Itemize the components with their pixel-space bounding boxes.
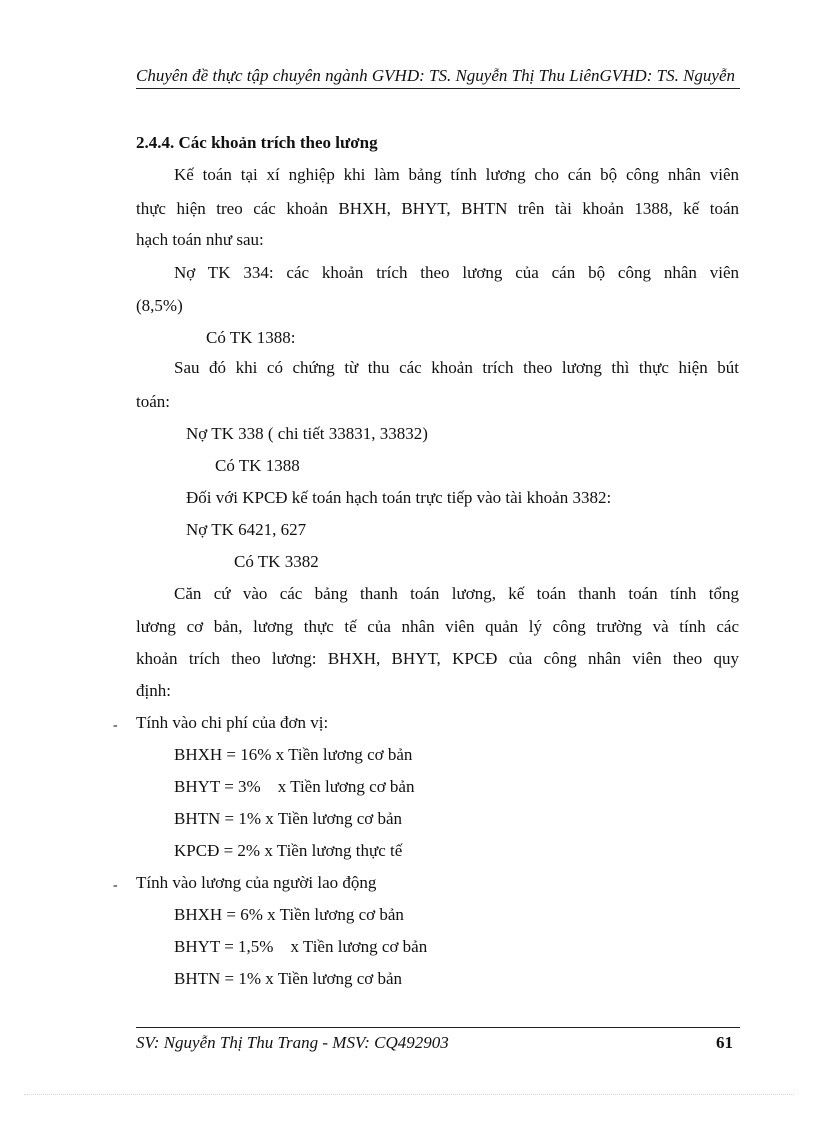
bullet-dash-1: - — [113, 718, 118, 733]
paragraph-1-line-2: thực hiện treo các khoản BHXH, BHYT, BHTN trên tài khoản 1388, kế toán — [136, 199, 739, 218]
paragraph-6: Có TK 1388 — [215, 456, 300, 475]
bullet-2-item-1: BHXH = 6% x Tiền lương cơ bản — [174, 905, 404, 924]
paragraph-10-line-4: định: — [136, 681, 171, 700]
bullet-1-item-2: BHYT = 3% x Tiền lương cơ bản — [174, 777, 415, 796]
paragraph-4-line-1: Sau đó khi có chứng từ thu các khoản trích theo lương thì thực hiện bút — [174, 358, 739, 377]
bullet-2-title: Tính vào lương của người lao động — [136, 873, 377, 892]
bullet-2-item-2: BHYT = 1,5% x Tiền lương cơ bản — [174, 937, 428, 956]
paragraph-2-line-1: Nợ TK 334: các khoản trích theo lương của cán bộ công nhân viên — [174, 263, 739, 282]
paragraph-1-line-3: hạch toán như sau: — [136, 230, 264, 249]
paragraph-1-line-1: Kế toán tại xí nghiệp khi làm bảng tính lương cho cán bộ công nhân viên — [174, 165, 739, 184]
footer-student-info: SV: Nguyễn Thị Thu Trang - MSV: CQ492903 — [136, 1033, 449, 1052]
page-bottom-divider — [24, 1094, 794, 1095]
paragraph-2-line-2: (8,5%) — [136, 296, 183, 315]
paragraph-8: Nợ TK 6421, 627 — [186, 520, 307, 539]
paragraph-10-line-2: lương cơ bản, lương thực tế của nhân viên quản lý công trường và tính các — [136, 617, 739, 636]
bullet-2-item-3: BHTN = 1% x Tiền lương cơ bản — [174, 969, 403, 988]
bullet-1-item-4: KPCĐ = 2% x Tiền lương thực tế — [174, 841, 403, 860]
paragraph-4-line-2: toán: — [136, 392, 170, 411]
paragraph-7: Đối với KPCĐ kế toán hạch toán trực tiếp vào tài khoản 3382: — [186, 488, 612, 507]
page-number: 61 — [716, 1033, 733, 1052]
section-title: 2.4.4. Các khoản trích theo lương — [136, 133, 378, 152]
footer-rule — [136, 1027, 740, 1028]
bullet-dash-2: - — [113, 878, 118, 893]
paragraph-5: Nợ TK 338 ( chi tiết 33831, 33832) — [186, 424, 428, 443]
paragraph-10-line-1: Căn cứ vào các bảng thanh toán lương, kế toán thanh toán tính tổng — [174, 584, 739, 603]
bullet-1-item-1: BHXH = 16% x Tiền lương cơ bản — [174, 745, 413, 764]
bullet-1-title: Tính vào chi phí của đơn vị: — [136, 713, 329, 732]
paragraph-9: Có TK 3382 — [234, 552, 319, 571]
page-header — [136, 66, 740, 86]
bullet-1-item-3: BHTN = 1% x Tiền lương cơ bản — [174, 809, 403, 828]
paragraph-10-line-3: khoản trích theo lương: BHXH, BHYT, KPCĐ của công nhân viên theo quy — [136, 649, 739, 668]
header-text: Chuyên đề thực tập chuyên ngành GVHD: TS. Nguyễn Thị Thu LiênGVHD: TS. Nguyễn — [136, 66, 736, 85]
paragraph-3: Có TK 1388: — [206, 328, 296, 347]
header-rule — [136, 88, 740, 89]
